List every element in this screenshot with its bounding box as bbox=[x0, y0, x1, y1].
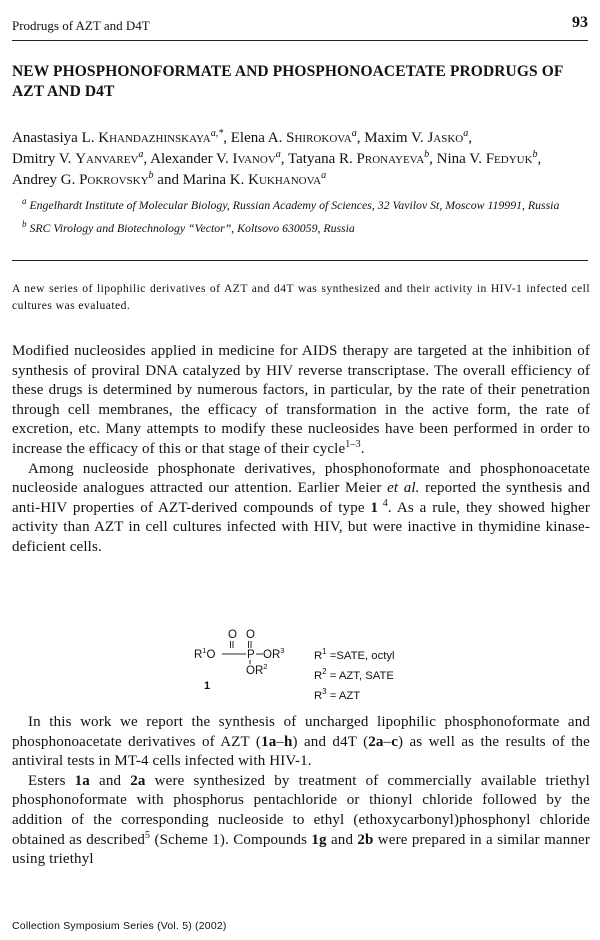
abstract-rule bbox=[12, 260, 588, 261]
body-text-lower bbox=[12, 713, 590, 870]
affiliation-a: $^a$ Engelhardt Institute of Molecular Biology, Russian Academy of Sciences, 32 Vavilov St, Moscow 119991, Russia bbox=[22, 196, 560, 212]
author: Nina V. Fedyuk$^b$ bbox=[436, 149, 538, 167]
legend-r2: $R^2$ = AZT, SATE bbox=[314, 666, 394, 682]
author: Anastasiya L. Khandazhinskaya$^{a,*}$ bbox=[12, 128, 224, 146]
r1-group: $R^1O$ bbox=[194, 646, 216, 661]
author: Elena A. Shirokova$^a$ bbox=[230, 128, 357, 146]
corresponding-author-mark: * bbox=[218, 128, 224, 139]
author: Andrey G. Pokrovsky$^b$ bbox=[12, 170, 154, 188]
author: Marina K. Kukhanova$^a$ bbox=[182, 170, 327, 188]
or3-group: $OR^3$ bbox=[263, 646, 285, 661]
author: Alexander V. Ivanov$^a$ bbox=[150, 149, 281, 167]
page-footer: Collection Symposium Series (Vol. 5) (2002) bbox=[12, 920, 227, 932]
author-list: Anastasiya L. Khandazhinskaya$^{a,*}$, Elena A. Shirokova$^a$, Maxim V. Jasko$^a$, Dmitry V. Yanvarev$^a$, Alexander V. Ivanov$^a$, Tatyana R. Pronayeva$^b$, Nina V. Fedyuk$^b$, Andrey G. Pokrovsky$^b$ and Marina K. Kukhanova$^a$ bbox=[12, 128, 542, 188]
phosphorus-atom: P bbox=[247, 649, 255, 661]
structure-number: 1 bbox=[204, 680, 211, 692]
legend-r1: $R^1$ =SATE, octyl bbox=[314, 647, 395, 662]
citation-5: 5 bbox=[145, 829, 151, 841]
scheme-legend bbox=[314, 644, 395, 703]
running-title: Prodrugs of AZT and D4T bbox=[12, 18, 150, 33]
author: Tatyana R. Pronayeva$^b$ bbox=[288, 149, 430, 167]
paragraph-4: Esters 1a and 2a were synthesized by treatment of commercially available triethyl phosphonoformate with phosphorus pentachloride or thionyl chloride followed by the addition of the corresponding nucleoside to ethyl (ethoxycarbonyl)phosphonyl chloride obtained as described$^5$ (Scheme 1). Compounds 1g and 2b were prepared in a similar manner using triethyl bbox=[12, 772, 590, 868]
affiliations bbox=[22, 193, 588, 239]
paragraph-1: Modified nucleosides applied in medicine for AIDS therapy are targeted at the inhibition of synthesis of proviral DNA catalyzed by HIV reverse transcriptase. The overall efficiency of these drugs is determined by numerous factors, in particular, by the rate of their penetration through cell membranes, the efficacy of transformation in the active form, the rate of excretion, etc. Many attempts to modify these nucleosides have been performed in order to increase the efficacy of this or that stage of their cycle$^{1-3}$. bbox=[12, 343, 590, 457]
running-header bbox=[12, 14, 588, 36]
paragraph-3: In this work we report the synthesis of uncharged lipophilic phosphonoformate and phosphonoacetate derivatives of AZT (1a–h) and d4T (2a–c) as well as the results of the antiviral tests in MT-4 cells infected with HIV-1. bbox=[12, 714, 590, 770]
author: Dmitry V. Yanvarev$^a$ bbox=[12, 149, 144, 167]
phosphoryl-oxygen: O bbox=[246, 629, 255, 641]
citation-1-3: 1–3 bbox=[345, 438, 361, 450]
article-title: NEW PHOSPHONOFORMATE AND PHOSPHONOACETATE PRODRUGS OF AZT AND D4T bbox=[12, 63, 563, 100]
header-rule bbox=[12, 40, 588, 41]
abstract: A new series of lipophilic derivatives of AZT and d4T was synthesized and their activity in HIV-1 infected cell cultures was evaluated. bbox=[12, 282, 590, 312]
carbonyl-oxygen: O bbox=[228, 629, 237, 641]
page-number: 93 bbox=[572, 14, 588, 31]
compound-label: 1 bbox=[370, 499, 379, 516]
or2-group: $OR^2$ bbox=[246, 662, 268, 677]
author: Maxim V. Jasko$^a$ bbox=[364, 128, 469, 146]
legend-r3: $R^3$ = AZT bbox=[314, 686, 361, 702]
paragraph-2: Among nucleoside phosphonate derivatives, phosphonoformate and phosphonoacetate nucleoside analogues attracted our attention. Earlier Meier et al. reported the synthesis and anti-HIV properties of AZT-derived compounds of type 1 $^4$. As a rule, they showed higher activity than AZT in cell cultures infected with HIV, but were inactive in thymidine kinase-deficient cells. bbox=[12, 460, 590, 555]
body-text-upper bbox=[12, 342, 590, 558]
citation-4: 4 bbox=[378, 497, 388, 509]
affiliation-b: $^b$ SRC Virology and Biotechnology “Vector”, Koltsovo 630059, Russia bbox=[22, 218, 355, 235]
